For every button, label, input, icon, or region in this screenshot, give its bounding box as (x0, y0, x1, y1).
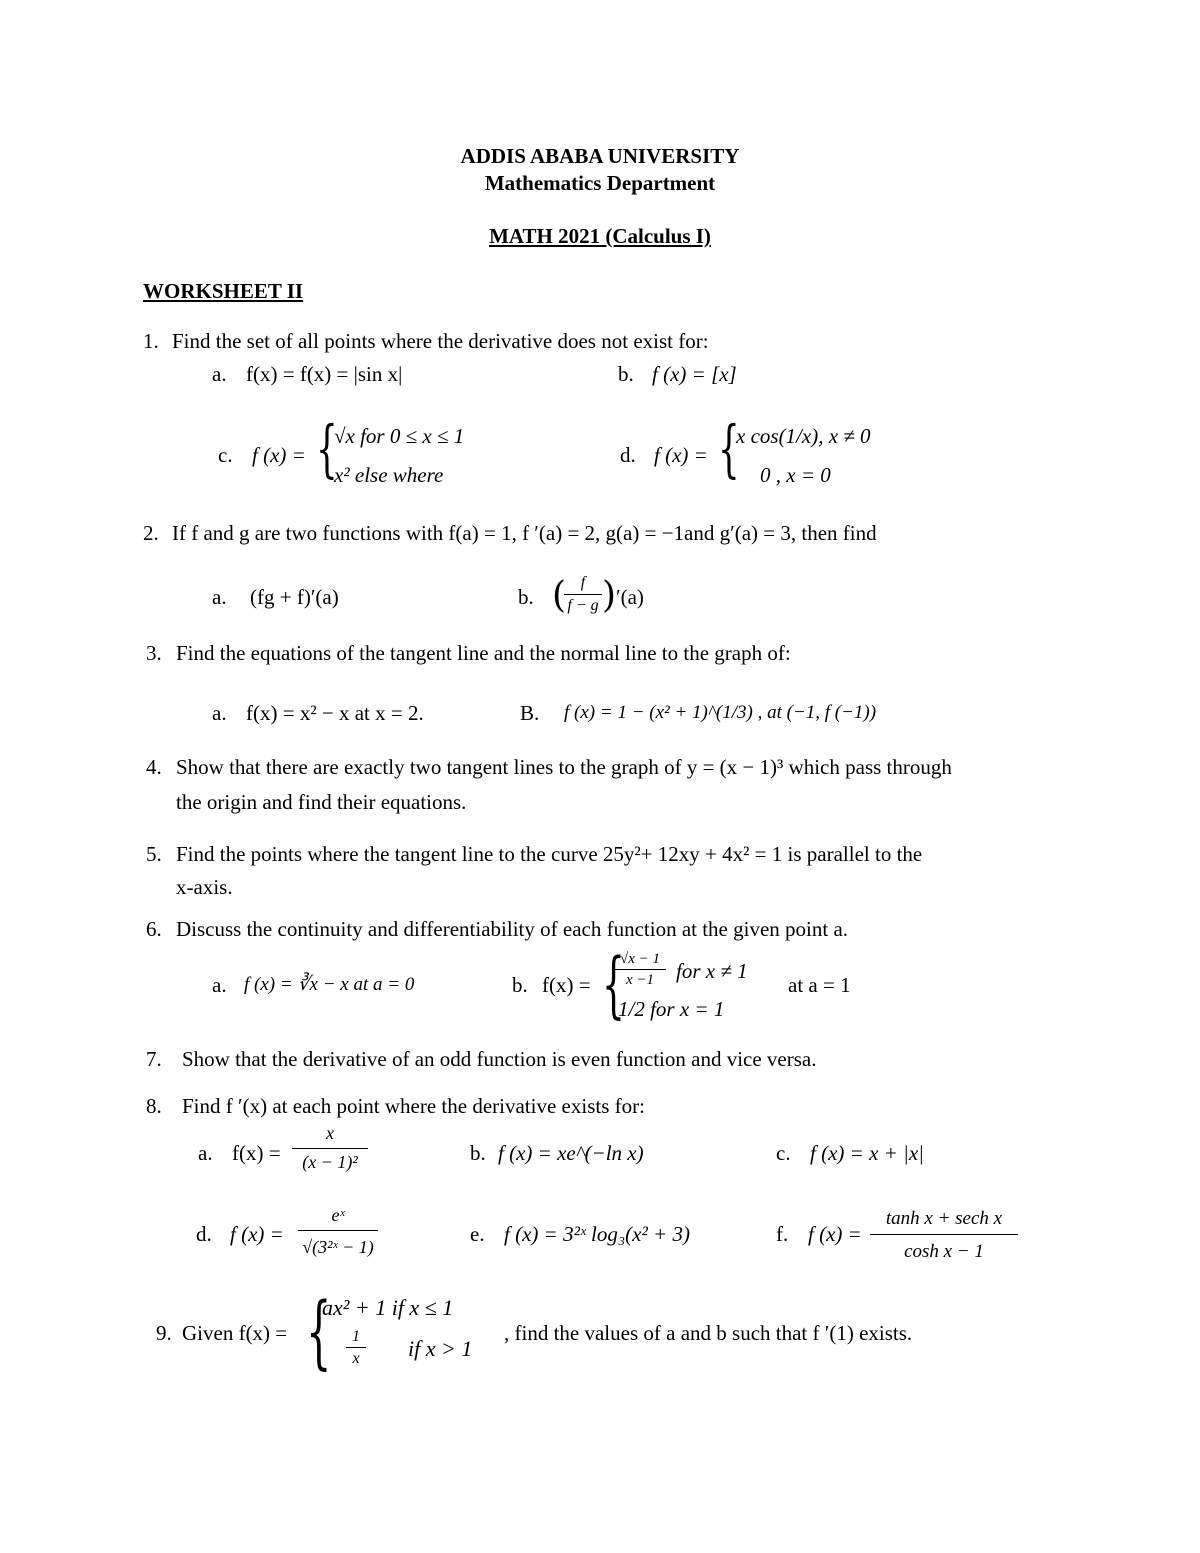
q8c-label: c. (776, 1141, 791, 1165)
q2b-label: b. (518, 585, 534, 609)
q8d-label: d. (196, 1222, 212, 1246)
q3-number: 3. (146, 641, 162, 665)
course-title: MATH 2021 (Calculus I) (489, 224, 711, 248)
q1a-label: a. (212, 362, 227, 386)
university-name: ADDIS ABABA UNIVERSITY (460, 144, 740, 168)
q1c-lhs: f (x) = (252, 443, 306, 467)
q8a-denominator: (x − 1)² (302, 1152, 358, 1172)
q3a-expr: f(x) = x² − x at x = 2. (246, 701, 424, 725)
q1a-expr: f(x) = f(x) = |sin x| (246, 362, 403, 386)
q9-given: Given f(x) = (182, 1321, 288, 1345)
q8a-fraction-bar (292, 1148, 368, 1149)
q8b-expr: f (x) = xe^(−ln x) (498, 1141, 644, 1165)
worksheet-title: WORKSHEET II (143, 279, 304, 303)
q1-number: 1. (143, 329, 159, 353)
q8d-fraction-bar (298, 1230, 378, 1231)
q6b-lhs: f(x) = (542, 973, 591, 997)
q4-line1: Show that there are exactly two tangent lines to the graph of y = (x − 1)³ which pass through (176, 755, 952, 779)
q2b-close-paren: ) (602, 575, 617, 616)
q8a-label: a. (198, 1141, 213, 1165)
q8e-label: e. (470, 1222, 485, 1246)
q1c-case1: √x for 0 ≤ x ≤ 1 (334, 424, 465, 448)
q2b-fraction-bar (564, 594, 602, 595)
q3a-label: a. (212, 701, 227, 725)
q7-text: Show that the derivative of an odd function is even function and vice versa. (182, 1047, 817, 1071)
q6b-case1-denominator: x −1 (625, 972, 655, 988)
q3b-label: B. (520, 701, 540, 725)
q1d-brace: { (718, 412, 740, 485)
q2b-denominator: f − g (567, 597, 599, 614)
q4-number: 4. (146, 755, 162, 779)
q2a-label: a. (212, 585, 227, 609)
q5-line1: Find the points where the tangent line to the curve 25y²+ 12xy + 4x² = 1 is parallel to the (176, 842, 923, 866)
q2b-open-paren: ( (552, 575, 567, 616)
q1d-label: d. (620, 443, 636, 467)
q5-line2: x-axis. (176, 875, 233, 899)
q8-number: 8. (146, 1094, 162, 1118)
q1-text: Find the set of all points where the derivative does not exist for: (172, 329, 709, 353)
q6a-label: a. (212, 973, 227, 997)
q8f-denominator: cosh x − 1 (904, 1241, 984, 1262)
q8d-numerator: eˣ (331, 1205, 345, 1225)
q6b-brace: { (602, 942, 625, 1026)
q9-case2-bar (346, 1347, 366, 1348)
q1c-label: c. (218, 443, 233, 467)
q1c-case2: x² else where (334, 463, 444, 487)
q8a-lhs: f(x) = (232, 1141, 281, 1165)
q8d-denominator: √(3²ˣ − 1) (302, 1237, 374, 1257)
q6b-label: b. (512, 973, 528, 997)
q9-brace: { (306, 1285, 332, 1378)
q8e-expr: f (x) = 3²ˣ log₃(x² + 3) (504, 1222, 690, 1246)
q1d-case2: 0 , x = 0 (760, 463, 831, 487)
q8-text: Find f ′(x) at each point where the derivative exists for: (182, 1094, 645, 1118)
q2-text: If f and g are two functions with f(a) = 1, f ′(a) = 2, g(a) = −1and g′(a) = 3, then find (172, 521, 877, 545)
q9-case2-denominator: x (352, 1350, 360, 1367)
q8d-lhs: f (x) = (230, 1222, 284, 1246)
q1d-lhs: f (x) = (654, 443, 708, 467)
department-name: Mathematics Department (484, 171, 716, 195)
q4-line2: the origin and find their equations. (176, 790, 467, 814)
q6b-case2: 1/2 for x = 1 (618, 997, 725, 1021)
q6-number: 6. (146, 917, 162, 941)
q9-case2-numerator: 1 (352, 1328, 360, 1345)
q9-number: 9. (156, 1321, 172, 1345)
q6b-case1-bar (614, 969, 666, 970)
q8f-fraction-bar (870, 1234, 1018, 1235)
q1c-brace: { (316, 412, 338, 485)
q8f-lhs: f (x) = (808, 1222, 862, 1246)
course-title-wrap (0, 226, 1200, 247)
q6b-case1-numerator: √x − 1 (619, 951, 660, 967)
q6a-expr: f (x) = ∛x − x at a = 0 (244, 974, 415, 995)
q8f-numerator: tanh x + sech x (885, 1208, 1003, 1229)
q5-number: 5. (146, 842, 162, 866)
q8a-numerator: x (326, 1123, 334, 1143)
q6b-tail: at a = 1 (788, 973, 851, 997)
q3b-expr: f (x) = 1 − (x² + 1)^(1/3) , at (−1, f (−1)) (564, 702, 877, 723)
q2b-numerator: f (580, 574, 586, 591)
q1b-label: b. (618, 362, 634, 386)
q1b-expr: f (x) = [x] (652, 362, 737, 386)
q6-text: Discuss the continuity and differentiability of each function at the given point a. (176, 917, 849, 941)
q2-number: 2. (143, 521, 159, 545)
q8c-expr: f (x) = x + |x| (810, 1141, 924, 1165)
q9-tail: , find the values of a and b such that f ′(1) exists. (504, 1321, 913, 1345)
q8f-label: f. (776, 1222, 789, 1246)
q7-number: 7. (146, 1047, 162, 1071)
q8b-label: b. (470, 1141, 486, 1165)
q6b-case1-condition: for x ≠ 1 (676, 959, 748, 983)
q1d-case1: x cos(1/x), x ≠ 0 (736, 424, 871, 448)
q9-case2-condition: if x > 1 (408, 1336, 473, 1361)
q2a-expr: (fg + f)′(a) (250, 585, 339, 609)
q2b-tail: ′(a) (616, 585, 644, 609)
q3-text: Find the equations of the tangent line and the normal line to the graph of: (176, 641, 791, 665)
q9-case1: ax² + 1 if x ≤ 1 (322, 1295, 454, 1320)
